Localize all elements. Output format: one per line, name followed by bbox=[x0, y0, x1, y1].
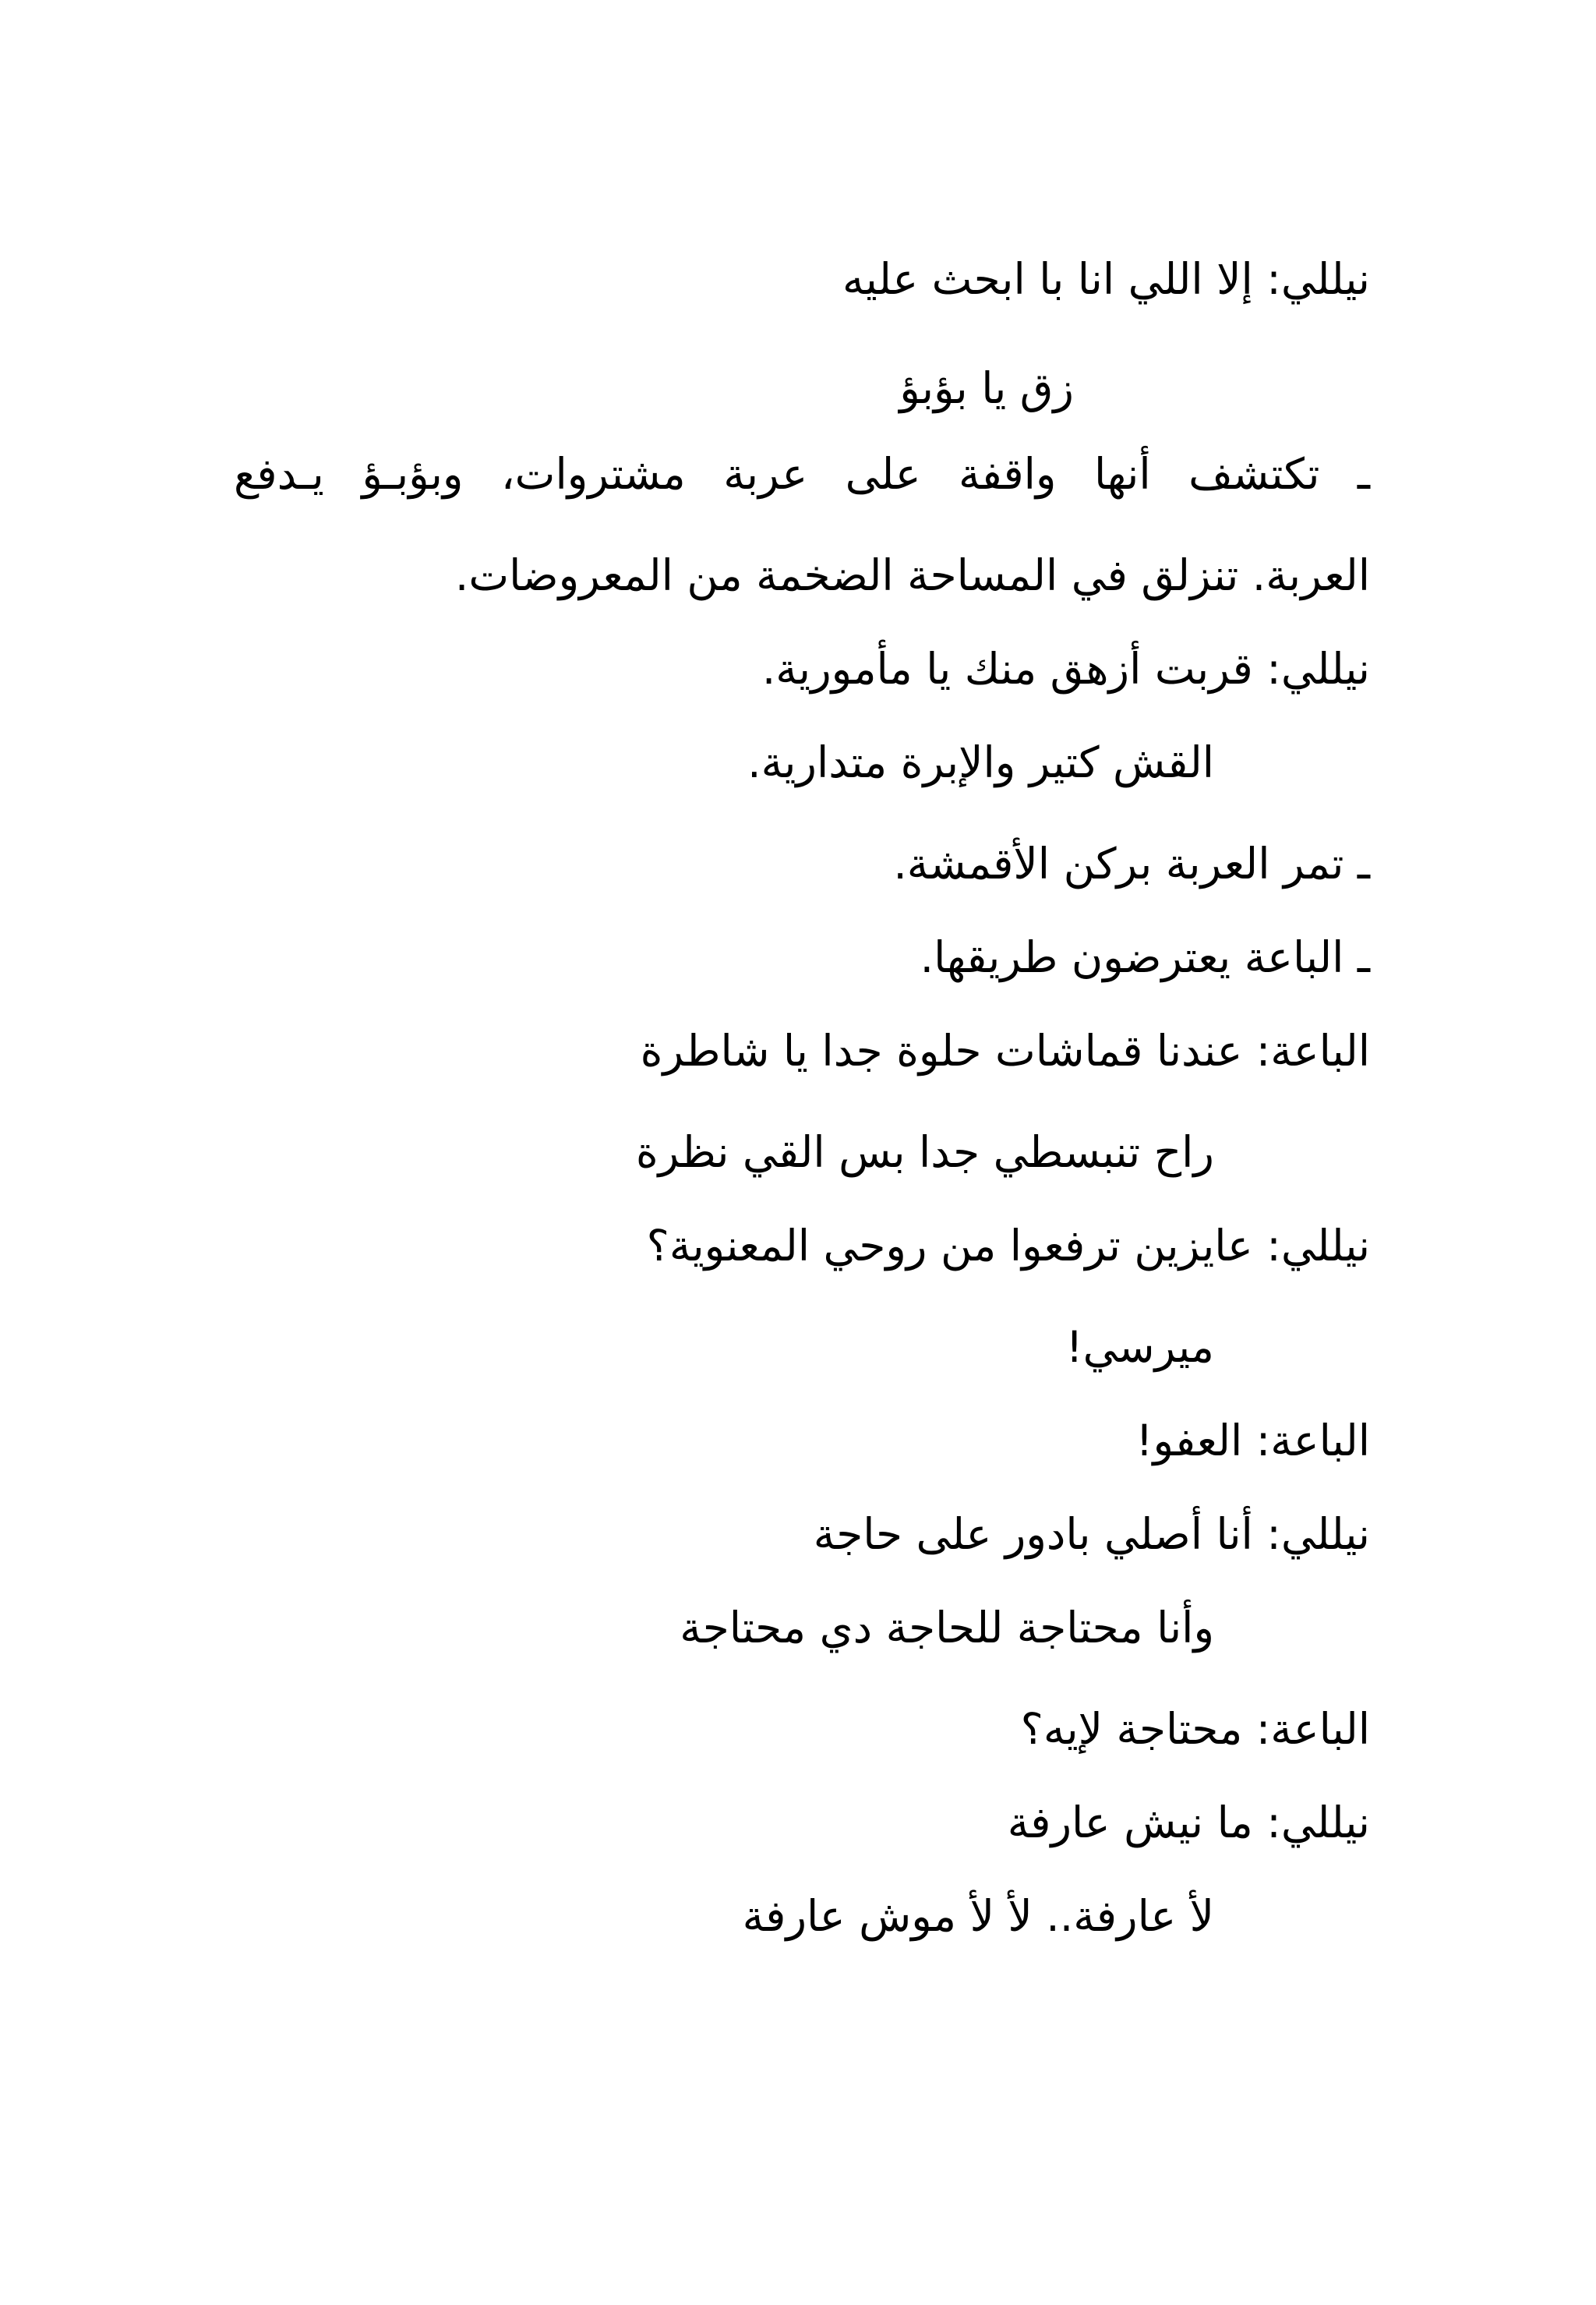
verse-line: راح تنبسطي جدا بس القي نظرة bbox=[635, 1127, 1214, 1177]
dialogue-line: نيللي: أنا أصلي بادور على حاجة bbox=[813, 1509, 1370, 1559]
dialogue-line: الباعة: عندنا قماشات حلوة جدا يا شاطرة bbox=[640, 1026, 1370, 1076]
stage-direction: ـ الباعة يعترضون طريقها. bbox=[920, 932, 1370, 982]
verse-line: ميرسي! bbox=[1065, 1322, 1214, 1372]
stage-direction-continued: العربة. تنزلق في المساحة الضخمة من المعروضات. bbox=[454, 550, 1370, 600]
dialogue-line: نيللي: إلا اللي انا با ابحث عليه bbox=[842, 254, 1370, 304]
stage-direction: ـ تكتشف أنها واقفة على عربة مشتروات، وبؤبـؤ يـدفع bbox=[234, 449, 1370, 499]
dialogue-line: نيللي: عايزين ترفعوا من روحي المعنوية؟ bbox=[646, 1221, 1370, 1271]
verse-line: لأ عارفة.. لأ لأ موش عارفة bbox=[742, 1891, 1214, 1941]
verse-line: زق يا بؤبؤ bbox=[899, 363, 1074, 413]
dialogue-line: الباعة: محتاجة لإيه؟ bbox=[1020, 1704, 1370, 1754]
dialogue-line: نيللي: ما نيش عارفة bbox=[1007, 1798, 1370, 1847]
verse-line: وأنا محتاجة للحاجة دي محتاجة bbox=[680, 1603, 1214, 1653]
verse-line: القش كتير والإبرة متدارية. bbox=[747, 737, 1214, 787]
dialogue-line: الباعة: العفو! bbox=[1135, 1416, 1370, 1465]
dialogue-line: نيللي: قربت أزهق منك يا مأمورية. bbox=[761, 644, 1370, 694]
stage-direction: ـ تمر العربة بركن الأقمشة. bbox=[893, 839, 1370, 889]
